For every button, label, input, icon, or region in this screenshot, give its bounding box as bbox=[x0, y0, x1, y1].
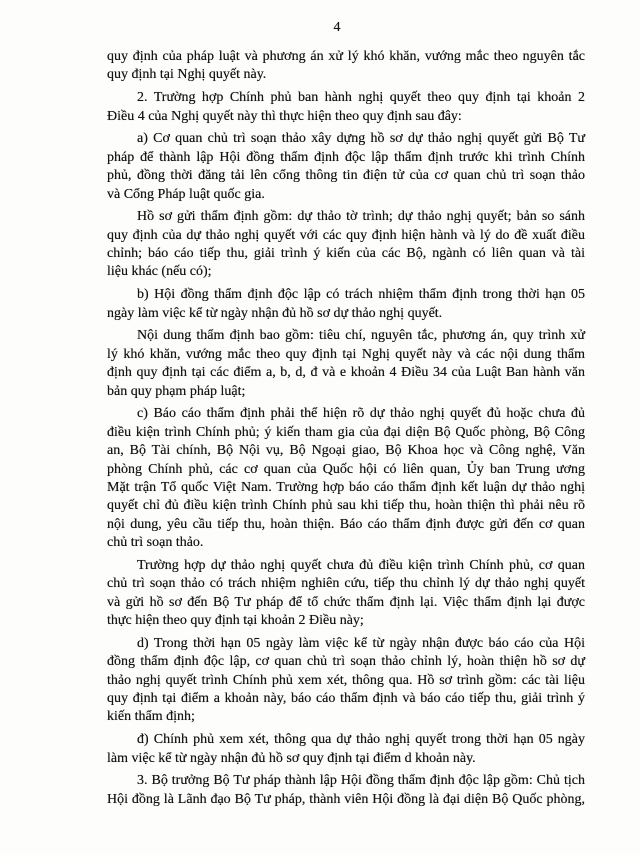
text-line: Nội dung thẩm định bao gồm: tiêu chí, nguyên tắc, phương án, quy trình xử bbox=[137, 328, 585, 344]
text-line: c) Báo cáo thẩm định phải thể hiện rõ dự thảo nghị quyết đủ hoặc chưa đủ bbox=[137, 406, 585, 422]
point-b bbox=[107, 286, 585, 323]
text-line: đ) Chính phủ xem xét, thông qua dự thảo nghị quyết trong thời hạn 05 ngày bbox=[137, 732, 585, 748]
text-line: 3. Bộ trưởng Bộ Tư pháp thành lập Hội đồng thẩm định độc lập gồm: Chủ tịch bbox=[137, 773, 585, 789]
text-line: quyết chỉ đủ điều kiện trình Chính phủ sau khi tiếp thu, hoàn thiện thì phải nêu rõ bbox=[107, 498, 585, 514]
page-number: 4 bbox=[333, 20, 341, 35]
text-line: định quy định tại các điểm a, b, d, đ và e khoản 4 Điều 34 của Luật Ban hành văn bbox=[107, 365, 585, 381]
text-line: làm việc kể từ ngày nhận đủ hồ sơ quy định tại điểm d khoản này. bbox=[107, 750, 476, 766]
text-line: Điều 4 của Nghị quyết này thì thực hiện theo quy định sau đây: bbox=[107, 108, 462, 124]
text-line: phòng Chính phủ, các cơ quan của Quốc hội có liên quan, Ủy ban Trung ương bbox=[107, 461, 585, 477]
text-line: quy định tại điểm a khoản này, báo cáo thẩm định và báo cáo tiếp thu, giải trình ý bbox=[107, 691, 585, 707]
text-line: ngày làm việc kể từ ngày nhận đủ hồ sơ dự thảo nghị quyết. bbox=[107, 305, 443, 321]
point-c-resubmission bbox=[107, 557, 585, 631]
point-a-dossier bbox=[107, 208, 585, 282]
text-line: b) Hội đồng thẩm định độc lập có trách nhiệm thẩm định trong thời hạn 05 bbox=[137, 287, 585, 303]
point-a bbox=[107, 130, 585, 204]
clause-2 bbox=[107, 89, 585, 126]
text-line: và Cổng Pháp luật quốc gia. bbox=[107, 186, 265, 202]
text-line: chủ trì soạn thảo. bbox=[107, 535, 204, 551]
text-line: lý khó khăn, vướng mắc theo quy định tại Nghị quyết này và các nội dung thẩm bbox=[107, 346, 585, 362]
text-line: chỉnh; báo cáo tiếp thu, giải trình ý kiến của các Bộ, ngành có liên quan và tài bbox=[107, 246, 585, 262]
document-body bbox=[107, 48, 585, 814]
text-line: Mặt trận Tổ quốc Việt Nam. Trường hợp báo cáo thẩm định kết luận dự thảo nghị bbox=[107, 479, 585, 495]
text-line: liệu khác (nếu có); bbox=[107, 264, 212, 280]
text-line: nội dung, yêu cầu tiếp thu, hoàn thiện. Báo cáo thẩm định được gửi đến cơ quan bbox=[107, 516, 585, 532]
text-line: an, Bộ Tài chính, Bộ Nội vụ, Bộ Ngoại giao, Bộ Khoa học và Công nghệ, Văn bbox=[107, 443, 585, 459]
point-b-content bbox=[107, 327, 585, 401]
text-line: pháp để thành lập Hội đồng thẩm định độc lập thẩm định trước khi trình Chính bbox=[107, 149, 585, 165]
paragraph-continuation bbox=[107, 48, 585, 85]
text-line: quy định của dự thảo nghị quyết với các quy định hiện hành và lý do đề xuất điều bbox=[107, 227, 585, 243]
text-line: Hội đồng là Lãnh đạo Bộ Tư pháp, thành viên Hội đồng là đại diện Bộ Quốc phòng, bbox=[107, 791, 585, 807]
text-line: a) Cơ quan chủ trì soạn thảo xây dựng hồ sơ dự thảo nghị quyết gửi Bộ Tư bbox=[137, 131, 585, 147]
point-d bbox=[107, 635, 585, 727]
clause-3 bbox=[107, 772, 585, 809]
point-c bbox=[107, 405, 585, 552]
text-line: kiến thẩm định; bbox=[107, 709, 195, 725]
text-line: 2. Trường hợp Chính phủ ban hành nghị quyết theo quy định tại khoản 2 bbox=[137, 90, 585, 106]
text-line: bản quy phạm pháp luật; bbox=[107, 383, 246, 399]
text-line: phủ, đồng thời đăng tải lên cổng thông tin điện tử của cơ quan chủ trì soạn thảo bbox=[107, 168, 585, 184]
text-line: thực hiện theo quy định tại khoản 2 Điều này; bbox=[107, 613, 364, 629]
text-line: d) Trong thời hạn 05 ngày làm việc kể từ ngày nhận được báo cáo của Hội bbox=[137, 635, 585, 651]
text-line: Trường hợp dự thảo nghị quyết chưa đủ điều kiện trình Chính phủ, cơ quan bbox=[137, 557, 585, 573]
text-line: Hồ sơ gửi thẩm định gồm: dự thảo tờ trình; dự thảo nghị quyết; bản so sánh bbox=[137, 209, 585, 225]
text-line: thảo nghị quyết trình Chính phủ xem xét, thông qua. Hồ sơ trình gồm: các tài liệu bbox=[107, 672, 585, 688]
text-line: và gửi hồ sơ đến Bộ Tư pháp để tổ chức thẩm định lại. Việc thẩm định lại được bbox=[107, 594, 585, 610]
point-dd bbox=[107, 731, 585, 768]
text-line: quy định tại Nghị quyết này. bbox=[107, 67, 267, 83]
text-line: chủ trì soạn thảo có trách nhiệm nghiên cứu, tiếp thu chỉnh lý dự thảo nghị quyết bbox=[107, 576, 585, 592]
text-line: quy định của pháp luật và phương án xử lý khó khăn, vướng mắc theo nguyên tắc bbox=[107, 49, 585, 64]
text-line: điều kiện trình Chính phủ; ý kiến tham gia của đại diện Bộ Quốc phòng, Bộ Công bbox=[107, 424, 585, 440]
text-line: đồng thẩm định độc lập, cơ quan chủ trì soạn thảo chỉnh lý, hoàn thiện hồ sơ dự bbox=[107, 654, 585, 670]
